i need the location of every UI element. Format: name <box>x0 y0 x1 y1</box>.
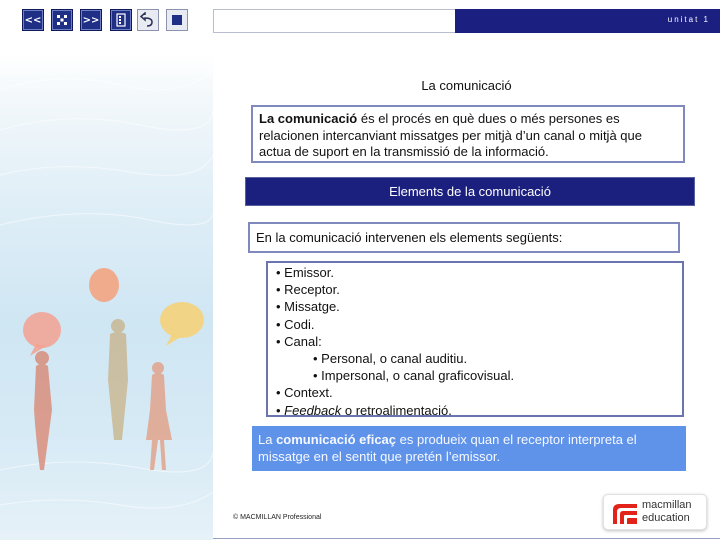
feedback-bullet: • <box>276 402 285 418</box>
list-item: • Missatge. <box>276 299 340 315</box>
bottom-divider <box>213 538 720 539</box>
return-arrow-icon <box>140 12 156 28</box>
decorative-illustration-panel <box>0 0 213 540</box>
list-subitem: • Personal, o canal auditiu. <box>313 350 468 366</box>
yellow-speech-bubble <box>160 302 204 338</box>
person-figure-middle <box>108 319 128 440</box>
orange-speech-bubble <box>89 268 119 302</box>
person-figure-right <box>146 362 172 470</box>
list-item: • Canal: <box>276 333 322 349</box>
macmillan-logo <box>603 494 707 530</box>
next-button[interactable] <box>80 9 102 31</box>
index-button[interactable] <box>51 9 73 31</box>
background-lines <box>0 0 213 540</box>
efficacy-prefix: La <box>258 432 277 447</box>
person-figure-left <box>34 351 52 470</box>
page-title: La comunicació <box>421 78 512 93</box>
contents-button[interactable] <box>110 9 132 31</box>
list-item: • Codi. <box>276 316 315 332</box>
unit-header-bar <box>455 9 720 33</box>
previous-icon: << <box>24 14 42 26</box>
list-item: • Receptor. <box>276 282 340 298</box>
macmillan-logo-icon <box>611 500 639 526</box>
salmon-speech-bubble <box>23 312 61 348</box>
previous-button[interactable] <box>22 9 44 31</box>
list-subitem: • Impersonal, o canal graficovisual. <box>313 368 515 384</box>
grid-dots-icon <box>56 14 68 26</box>
unit-label: unitat 1 <box>667 15 710 24</box>
list-item: • Context. <box>276 385 333 401</box>
definition-text: és el procés en què dues o més persones es relacionen intercanviant missatges per mitjà d’un canal o mitjà que actua de suport en la transmissió de la informació. <box>259 111 642 159</box>
stop-square-icon <box>171 14 183 26</box>
feedback-term: Feedback <box>284 402 342 418</box>
intro-box: En la comunicació intervenen els elements següents: <box>248 222 680 253</box>
back-button[interactable] <box>137 9 159 31</box>
list-item: • Emissor. <box>276 265 335 280</box>
document-list-icon <box>115 13 127 27</box>
logo-text-macmillan: macmillan <box>642 499 692 511</box>
stop-button[interactable] <box>166 9 188 31</box>
definition-box <box>251 105 685 163</box>
feedback-rest: o retroalimentació. <box>341 402 452 418</box>
next-icon: >> <box>82 14 100 26</box>
logo-text-education: education <box>642 512 690 524</box>
list-item-feedback <box>276 403 674 420</box>
efficacy-term: comunicació eficaç <box>276 432 397 447</box>
copyright-notice: © MACMILLAN Professional <box>233 514 322 521</box>
efficacy-text: es produeix quan el receptor interpreta el missatge en el sentit que pretén l’emissor. <box>258 432 637 464</box>
elements-list <box>266 261 684 417</box>
efficacy-box <box>252 426 686 471</box>
definition-term: La comunicació <box>259 111 358 126</box>
elements-heading: Elements de la comunicació <box>245 177 695 206</box>
header-blank-area <box>213 9 455 33</box>
